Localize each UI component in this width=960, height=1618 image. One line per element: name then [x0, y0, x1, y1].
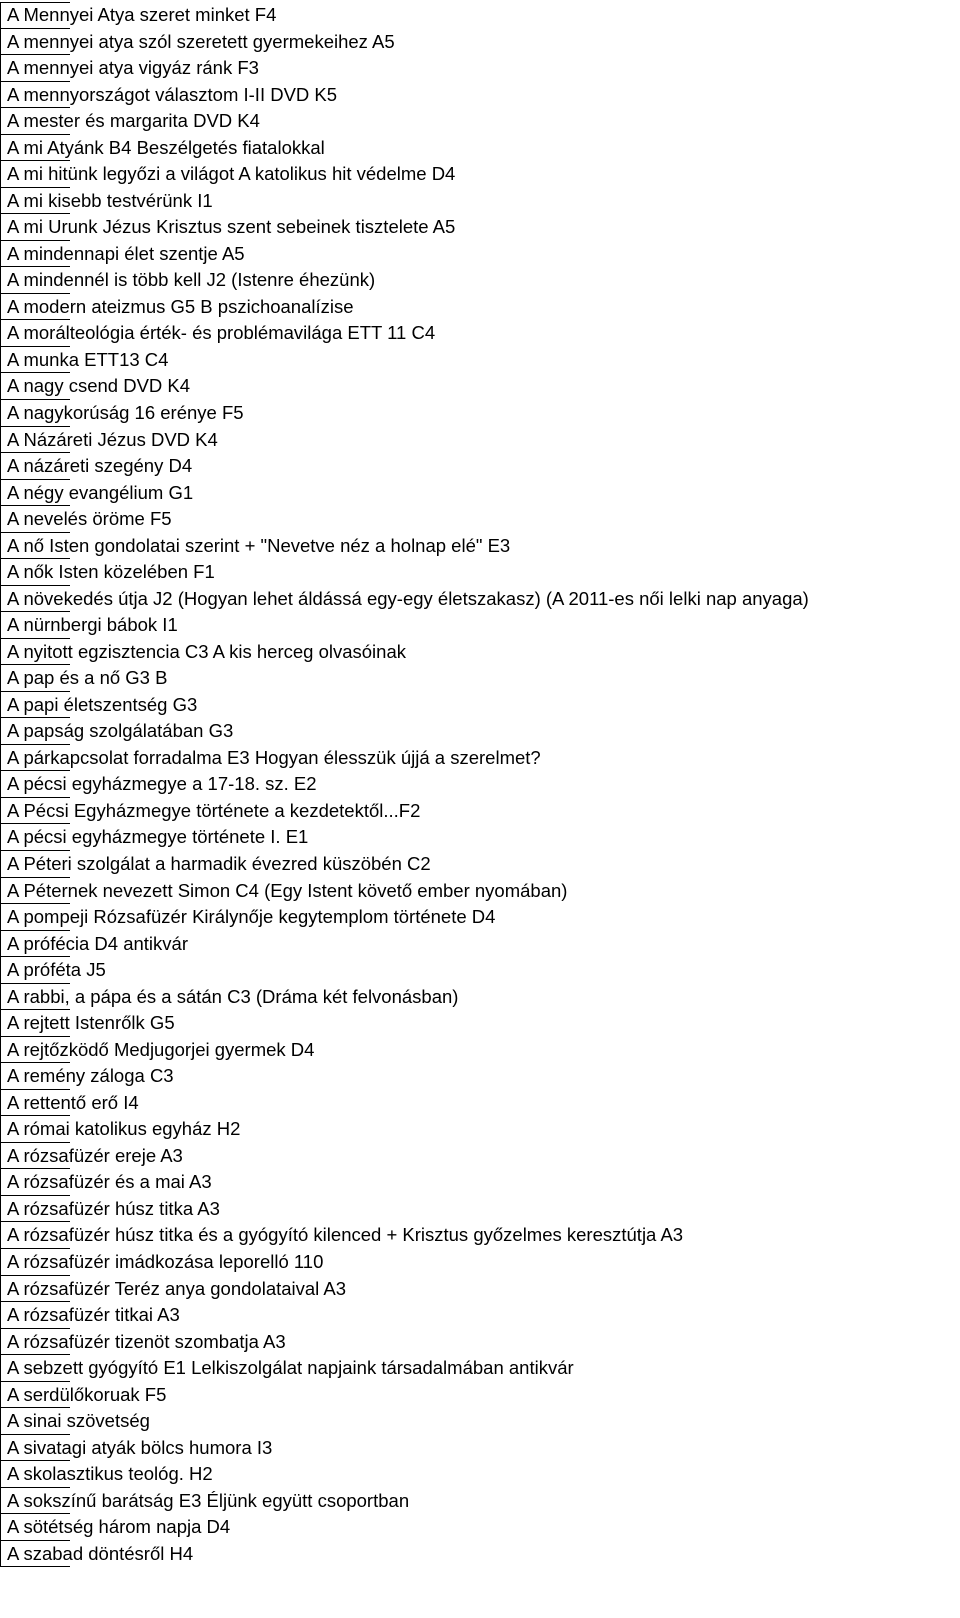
list-item-text: A nevelés öröme F5	[7, 508, 172, 530]
list-item-text: A Pécsi Egyházmegye története a kezdetektől...F2	[7, 799, 421, 821]
list-item	[0, 161, 960, 188]
list-item	[0, 427, 960, 454]
list-item-text: A szabad döntésről H4	[7, 1542, 194, 1564]
list-item-text: A remény záloga C3	[7, 1065, 174, 1087]
list-item	[0, 1276, 960, 1303]
list-item	[0, 1037, 960, 1064]
list-item-text: A Názáreti Jézus DVD K4	[7, 428, 218, 450]
list-item	[0, 2, 960, 29]
list-item	[0, 559, 960, 586]
list-item-text: A nő Isten gondolatai szerint + "Nevetve néz a holnap elé" E3	[7, 534, 511, 556]
list-item-text: A római katolikus egyház H2	[7, 1118, 241, 1140]
list-item	[0, 1514, 960, 1541]
list-item	[0, 320, 960, 347]
list-item	[0, 55, 960, 82]
list-item	[0, 639, 960, 666]
list-item	[0, 533, 960, 560]
list-item	[0, 1408, 960, 1435]
list-item	[0, 904, 960, 931]
list-item	[0, 1010, 960, 1037]
list-item-text: A pécsi egyházmegye története I. E1	[7, 826, 309, 848]
list-item	[0, 1435, 960, 1462]
list-item-text: A rózsafüzér húsz titka és a gyógyító kilenced + Krisztus győzelmes keresztútja A3	[7, 1224, 684, 1246]
list-item-text: A mindennapi élet szentje A5	[7, 242, 245, 264]
list-item-text: A prófécia D4 antikvár	[7, 932, 188, 954]
list-item	[0, 1541, 960, 1568]
list-item-text: A papi életszentség G3	[7, 693, 198, 715]
list-item	[0, 1249, 960, 1276]
list-item-text: A rózsafüzér imádkozása leporelló 110	[7, 1250, 324, 1272]
list-item-text: A nők Isten közelében F1	[7, 561, 215, 583]
list-item-text: A morálteológia érték- és problémavilága ETT 11 C4	[7, 322, 436, 344]
list-item	[0, 586, 960, 613]
list-item-text: A rózsafüzér Teréz anya gondolataival A3	[7, 1277, 347, 1299]
list-item-text: A sinai szövetség	[7, 1410, 150, 1432]
list-item	[0, 108, 960, 135]
list-item-text: A Péteri szolgálat a harmadik évezred küszöbén C2	[7, 853, 431, 874]
list-item	[0, 612, 960, 639]
list-item	[0, 1063, 960, 1090]
list-item	[0, 188, 960, 215]
list-item	[0, 135, 960, 162]
list-item-text: A papság szolgálatában G3	[7, 720, 234, 742]
list-item	[0, 480, 960, 507]
list-item-text: A rózsafüzér titkai A3	[7, 1304, 180, 1326]
list-item-text: A názáreti szegény D4	[7, 455, 193, 477]
list-item-text: A rabbi, a pápa és a sátán C3 (Dráma két felvonásban)	[7, 985, 459, 1007]
list-item-text: A Péternek nevezett Simon C4 (Egy Istent követő ember nyomában)	[7, 879, 568, 901]
list-item	[0, 1116, 960, 1143]
list-item	[0, 1222, 960, 1249]
list-item	[0, 1302, 960, 1329]
list-item-text: A mennyei atya szól szeretett gyermekeihez A5	[7, 30, 395, 52]
list-item-text: A rózsafüzér ereje A3	[7, 1144, 183, 1166]
list-item-text: A mester és margarita DVD K4	[7, 110, 260, 132]
list-item	[0, 798, 960, 825]
list-item-text: A rejtőzködő Medjugorjei gyermek D4	[7, 1038, 315, 1060]
list-item-text: A nyitott egzisztencia C3 A kis herceg olvasóinak	[7, 640, 406, 662]
list-item-text: A pap és a nő G3 B	[7, 667, 168, 689]
list-item	[0, 1355, 960, 1382]
list-item	[0, 745, 960, 772]
list-item-text: A sötétség három napja D4	[7, 1516, 231, 1538]
list-item-text: A nagy csend DVD K4	[7, 375, 191, 397]
list-item-text: A rejtett Istenrőlk G5	[7, 1012, 175, 1034]
list-item	[0, 692, 960, 719]
list-item-text: A párkapcsolat forradalma E3 Hogyan élesszük újjá a szerelmet?	[7, 746, 541, 768]
list-item	[0, 718, 960, 745]
list-item	[0, 29, 960, 56]
list-item	[0, 957, 960, 984]
list-item-text: A skolasztikus teológ. H2	[7, 1463, 213, 1485]
list-item-text: A pompeji Rózsafüzér Királynője kegytemplom története D4	[7, 906, 496, 928]
list-item-text: A sokszínű barátság E3 Éljünk együtt csoportban	[7, 1489, 410, 1511]
list-item	[0, 373, 960, 400]
list-item	[0, 1329, 960, 1356]
list-item	[0, 347, 960, 374]
list-item-text: A próféta J5	[7, 959, 106, 981]
list-item	[0, 1090, 960, 1117]
list-item-text: A mindennél is több kell J2 (Istenre éhezünk)	[7, 269, 376, 291]
list-item-text: A sebzett gyógyító E1 Lelkiszolgálat napjaink társadalmában antikvár	[7, 1357, 574, 1379]
list-item	[0, 82, 960, 109]
list-item	[0, 984, 960, 1011]
list-item	[0, 771, 960, 798]
list-item	[0, 931, 960, 958]
list-item-text: A négy evangélium G1	[7, 481, 194, 503]
list-item-text: A rettentő erő I4	[7, 1091, 139, 1113]
list-item	[0, 851, 960, 878]
list-item-text: A nürnbergi bábok I1	[7, 614, 178, 636]
book-list	[0, 2, 960, 1567]
list-item-text: A rózsafüzér és a mai A3	[7, 1171, 212, 1193]
list-item	[0, 878, 960, 905]
list-item	[0, 400, 960, 427]
list-item	[0, 294, 960, 321]
list-item-text: A sivatagi atyák bölcs humora I3	[7, 1436, 273, 1458]
list-item	[0, 1169, 960, 1196]
list-item	[0, 824, 960, 851]
list-item	[0, 453, 960, 480]
list-item	[0, 214, 960, 241]
list-item-text: A serdülőkoruak F5	[7, 1383, 167, 1405]
list-item	[0, 1143, 960, 1170]
list-item	[0, 241, 960, 268]
list-item-text: A munka ETT13 C4	[7, 348, 169, 370]
list-item-text: A Mennyei Atya szeret minket F4	[7, 4, 277, 25]
list-item-text: A rózsafüzér húsz titka A3	[7, 1197, 220, 1219]
list-item-text: A modern ateizmus G5 B pszichoanalízise	[7, 295, 354, 317]
list-item-text: A mi kisebb testvérünk I1	[7, 189, 213, 211]
list-item	[0, 1382, 960, 1409]
list-item	[0, 1461, 960, 1488]
list-item-text: A mi hitünk legyőzi a világot A katolikus hit védelme D4	[7, 163, 456, 185]
list-item	[0, 506, 960, 533]
list-item-text: A rózsafüzér tizenöt szombatja A3	[7, 1330, 286, 1352]
list-item-text: A mi Atyánk B4 Beszélgetés fiatalokkal	[7, 136, 325, 158]
list-item-text: A pécsi egyházmegye a 17-18. sz. E2	[7, 773, 317, 795]
list-item	[0, 1488, 960, 1515]
list-item-text: A nagykorúság 16 erénye F5	[7, 401, 244, 423]
list-item-text: A mi Urunk Jézus Krisztus szent sebeinek tisztelete A5	[7, 216, 456, 238]
list-item	[0, 267, 960, 294]
list-item-text: A mennyországot választom I-II DVD K5	[7, 83, 338, 105]
list-item-text: A növekedés útja J2 (Hogyan lehet áldássá egy-egy életszakasz) (A 2011-es női lelki nap anyaga)	[7, 587, 809, 609]
list-item-text: A mennyei atya vigyáz ránk F3	[7, 57, 259, 79]
list-item	[0, 1196, 960, 1223]
list-item	[0, 665, 960, 692]
